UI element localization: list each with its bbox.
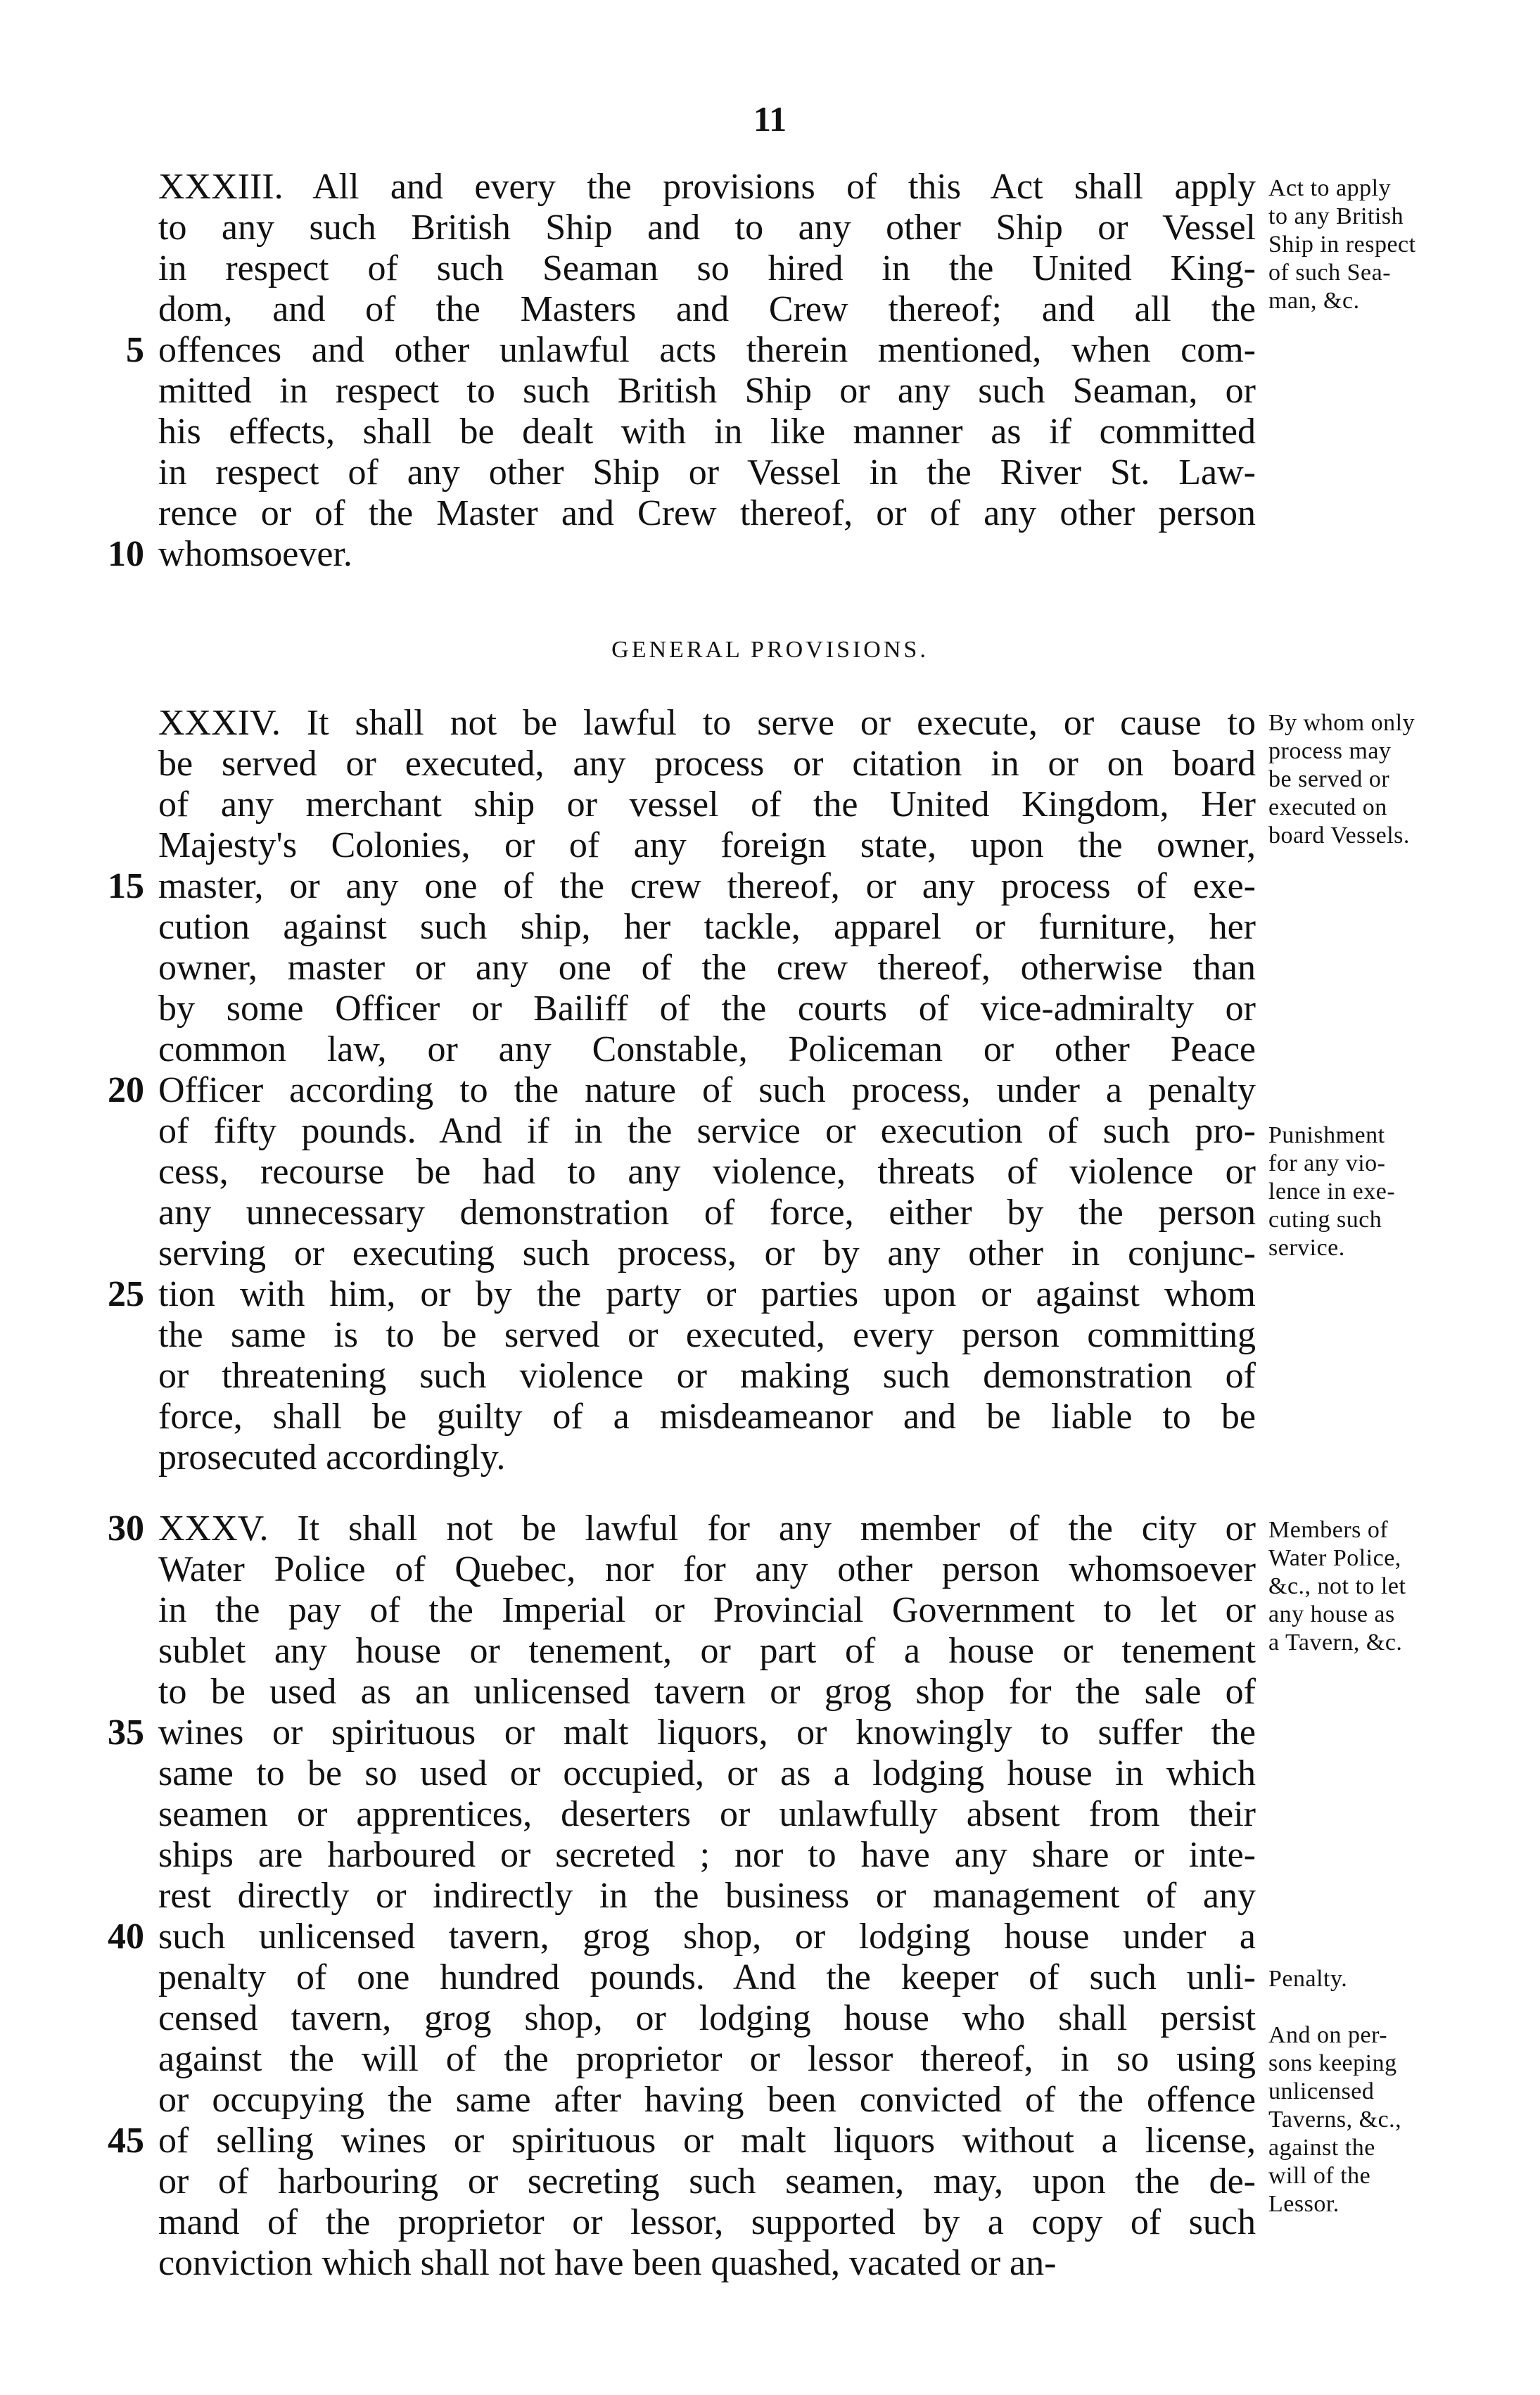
text-line: or occupying the same after having been convicted of the offence xyxy=(158,2080,1256,2120)
margin-note-line: Members of xyxy=(1268,1517,1389,1543)
text-line: prosecuted accordingly. xyxy=(158,1437,506,1478)
text-line: of selling wines or spirituous or malt liquors without a license, xyxy=(158,2121,1256,2161)
page-number: 11 xyxy=(753,99,787,139)
margin-note-line: of such Sea- xyxy=(1268,260,1392,286)
margin-note-line: Penalty. xyxy=(1268,1966,1348,1992)
margin-note-line: process may xyxy=(1268,738,1392,764)
line-number: 30 xyxy=(108,1508,144,1549)
margin-note-line: sons keeping xyxy=(1268,2050,1397,2076)
margin-note-line: man, &c. xyxy=(1268,288,1360,314)
text-line: penalty of one hundred pounds. And the keeper of such unli- xyxy=(158,1957,1256,1997)
margin-note-line: By whom only xyxy=(1268,710,1415,736)
text-line: his effects, shall be dealt with in like manner as if committed xyxy=(158,412,1256,452)
margin-note-line: cuting such xyxy=(1268,1207,1382,1233)
text-line: ships are harboured or secreted ; nor to have any share or inte- xyxy=(158,1835,1256,1875)
text-line: conviction which shall not have been quashed, vacated or an- xyxy=(158,2243,1057,2283)
text-line: Officer according to the nature of such process, under a penalty xyxy=(158,1070,1256,1110)
line-number: 20 xyxy=(108,1070,144,1110)
text-line: owner, master or any one of the crew thereof, otherwise than xyxy=(158,948,1256,988)
text-line: of fifty pounds. And if in the service or execution of such pro- xyxy=(158,1111,1256,1151)
text-line: or of harbouring or secreting such seamen, may, upon the de- xyxy=(158,2161,1256,2202)
text-line: the same is to be served or executed, every person committing xyxy=(158,1315,1256,1355)
text-line: in the pay of the Imperial or Provincial Government to let or xyxy=(158,1590,1256,1630)
margin-note-line: be served or xyxy=(1268,766,1390,792)
text-line: XXXV. It shall not be lawful for any member of the city or xyxy=(158,1508,1256,1549)
margin-note-line: a Tavern, &c. xyxy=(1268,1630,1403,1656)
text-line: cution against such ship, her tackle, apparel or furniture, her xyxy=(158,907,1256,947)
text-line: common law, or any Constable, Policeman or other Peace xyxy=(158,1029,1256,1069)
line-number: 35 xyxy=(108,1713,144,1753)
text-line: against the will of the proprietor or lessor thereof, in so using xyxy=(158,2039,1256,2079)
text-line: XXXIII. All and every the provisions of this Act shall apply xyxy=(158,167,1256,207)
text-line: be served or executed, any process or citation in or on board xyxy=(158,744,1256,784)
margin-note-line: unlicensed xyxy=(1268,2078,1375,2104)
text-line: whomsoever. xyxy=(158,534,352,574)
text-line: cess, recourse be had to any violence, threats of violence or xyxy=(158,1152,1256,1192)
text-line: rence or of the Master and Crew thereof, or of any other person xyxy=(158,493,1256,533)
line-number: 25 xyxy=(108,1274,144,1314)
line-number: 10 xyxy=(108,534,144,574)
text-line: serving or executing such process, or by any other in conjunc- xyxy=(158,1233,1256,1273)
line-number: 5 xyxy=(126,330,144,370)
text-line: seamen or apprentices, deserters or unlawfully absent from their xyxy=(158,1794,1256,1834)
margin-note-line: will of the xyxy=(1268,2163,1371,2189)
text-line: such unlicensed tavern, grog shop, or lodging house under a xyxy=(158,1917,1256,1957)
text-line: Majesty's Colonies, or of any foreign state, upon the owner, xyxy=(158,825,1256,865)
line-number: 45 xyxy=(108,2121,144,2161)
margin-note-line: Ship in respect xyxy=(1268,231,1416,258)
margin-note-line: any house as xyxy=(1268,1601,1395,1627)
text-line: same to be so used or occupied, or as a lodging house in which xyxy=(158,1753,1256,1793)
text-line: rest directly or indirectly in the business or management of any xyxy=(158,1876,1256,1916)
text-line: wines or spirituous or malt liquors, or knowingly to suffer the xyxy=(158,1713,1256,1753)
text-line: XXXIV. It shall not be lawful to serve or execute, or cause to xyxy=(158,703,1256,743)
margin-note-line: &c., not to let xyxy=(1268,1573,1406,1599)
text-line: force, shall be guilty of a misdeameanor and be liable to be xyxy=(158,1397,1256,1437)
text-line: sublet any house or tenement, or part of a house or tenement xyxy=(158,1631,1256,1671)
text-line: to any such British Ship and to any other Ship or Vessel xyxy=(158,208,1256,248)
margin-note-line: against the xyxy=(1268,2135,1375,2161)
text-line: in respect of any other Ship or Vessel in the River St. Law- xyxy=(158,452,1256,493)
text-line: censed tavern, grog shop, or lodging house who shall persist xyxy=(158,1998,1256,2038)
margin-note-line: board Vessels. xyxy=(1268,822,1410,849)
section-heading: GENERAL PROVISIONS. xyxy=(611,637,929,663)
text-line: of any merchant ship or vessel of the United Kingdom, Her xyxy=(158,784,1256,825)
margin-note-line: to any British xyxy=(1268,203,1404,229)
text-line: mand of the proprietor or lessor, supported by a copy of such xyxy=(158,2202,1256,2242)
line-number: 15 xyxy=(108,866,144,906)
text-line: Water Police of Quebec, nor for any other person whomsoever xyxy=(158,1549,1256,1589)
margin-note-line: executed on xyxy=(1268,794,1387,820)
text-line: or threatening such violence or making such demonstration of xyxy=(158,1356,1256,1396)
margin-note-line: Water Police, xyxy=(1268,1545,1401,1571)
margin-note-line: Lessor. xyxy=(1268,2191,1339,2217)
text-line: any unnecessary demonstration of force, either by the person xyxy=(158,1193,1256,1233)
margin-note-line: service. xyxy=(1268,1235,1345,1261)
margin-note-line: lence in exe- xyxy=(1268,1179,1396,1205)
text-line: master, or any one of the crew thereof, or any process of exe- xyxy=(158,866,1256,906)
text-line: tion with him, or by the party or parties upon or against whom xyxy=(158,1274,1256,1314)
margin-note-line: Taverns, &c., xyxy=(1268,2107,1402,2133)
text-line: offences and other unlawful acts therein mentioned, when com- xyxy=(158,330,1256,370)
margin-note-line: Punishment xyxy=(1268,1122,1385,1148)
margin-note-line: And on per- xyxy=(1268,2022,1388,2048)
text-line: in respect of such Seaman so hired in the United King- xyxy=(158,248,1256,288)
text-line: to be used as an unlicensed tavern or grog shop for the sale of xyxy=(158,1672,1256,1712)
text-line: dom, and of the Masters and Crew thereof; and all the xyxy=(158,289,1256,329)
line-number: 40 xyxy=(108,1917,144,1957)
text-line: by some Officer or Bailiff of the courts of vice-admiralty or xyxy=(158,989,1256,1029)
margin-note-line: for any vio- xyxy=(1268,1150,1386,1176)
margin-note-line: Act to apply xyxy=(1268,175,1392,201)
text-line: mitted in respect to such British Ship or any such Seaman, or xyxy=(158,371,1256,411)
